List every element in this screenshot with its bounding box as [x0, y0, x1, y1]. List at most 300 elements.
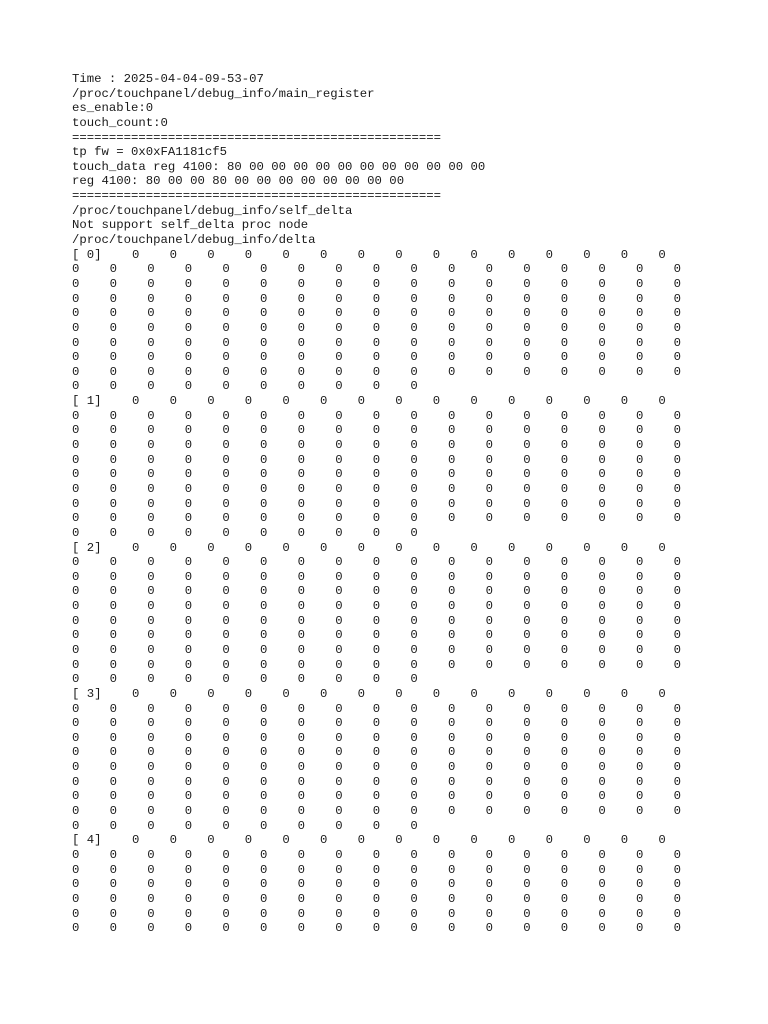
- delta-value: 0: [132, 686, 140, 701]
- delta-value: 0: [448, 716, 456, 731]
- delta-value: 0: [260, 847, 268, 862]
- delta-value: 0: [485, 438, 493, 453]
- delta-value: 0: [560, 906, 569, 921]
- delta-value: 0: [297, 774, 305, 789]
- delta-block-header-row: [72, 541, 712, 556]
- delta-value: 0: [297, 408, 305, 423]
- delta-value: 0: [410, 657, 418, 672]
- delta-value: 0: [560, 467, 569, 482]
- delta-value: 0: [72, 642, 80, 657]
- delta-value: 0: [636, 862, 644, 877]
- delta-row: [72, 848, 712, 863]
- delta-value: 0: [72, 511, 80, 526]
- delta-value: 0: [673, 320, 681, 335]
- delta-value: 0: [184, 716, 193, 731]
- delta-value: 0: [523, 306, 531, 321]
- delta-value: 0: [485, 350, 493, 365]
- delta-value: 0: [147, 760, 155, 775]
- delta-value: 0: [523, 789, 531, 804]
- delta-value: 0: [109, 862, 117, 877]
- delta-value: 0: [207, 833, 215, 848]
- delta-value: 0: [72, 496, 80, 511]
- delta-value: 0: [109, 906, 117, 921]
- delta-value: 0: [673, 847, 681, 862]
- delta-value: 0: [109, 335, 117, 350]
- delta-value: 0: [636, 291, 644, 306]
- delta-value: 0: [72, 467, 80, 482]
- delta-value: 0: [673, 423, 681, 438]
- delta-value: 0: [523, 921, 531, 936]
- delta-value: 0: [184, 862, 193, 877]
- delta-value: 0: [184, 467, 193, 482]
- delta-value: 0: [673, 335, 681, 350]
- delta-value: 0: [184, 379, 193, 394]
- delta-value: 0: [72, 891, 80, 906]
- delta-value: 0: [147, 804, 155, 819]
- delta-value: 0: [560, 657, 569, 672]
- delta-value: 0: [372, 862, 381, 877]
- delta-value: 0: [222, 701, 230, 716]
- delta-value: 0: [410, 364, 418, 379]
- delta-value: 0: [72, 584, 80, 599]
- delta-value: 0: [410, 628, 418, 643]
- delta-row: [72, 497, 712, 512]
- delta-value: 0: [448, 877, 456, 892]
- log-line: tp fw = 0x0xFA1181cf5: [72, 145, 227, 160]
- delta-value: 0: [410, 276, 418, 291]
- delta-value: 0: [169, 686, 177, 701]
- delta-value: 0: [523, 906, 531, 921]
- delta-value: 0: [620, 247, 629, 262]
- delta-value: 0: [184, 745, 193, 760]
- delta-value: 0: [673, 306, 681, 321]
- delta-value: 0: [335, 877, 343, 892]
- delta-value: 0: [410, 862, 418, 877]
- delta-value: 0: [636, 760, 644, 775]
- delta-value: 0: [545, 394, 553, 409]
- delta-value: 0: [598, 628, 606, 643]
- delta-value: 0: [598, 921, 606, 936]
- delta-value: 0: [523, 642, 531, 657]
- delta-value: 0: [109, 481, 117, 496]
- log-line: /proc/touchpanel/debug_info/delta: [72, 233, 316, 248]
- delta-value: 0: [448, 891, 456, 906]
- delta-block-label: [ 2]: [72, 540, 102, 555]
- delta-value: 0: [658, 394, 666, 409]
- delta-value: 0: [372, 452, 381, 467]
- delta-value: 0: [184, 672, 193, 687]
- delta-value: 0: [260, 569, 268, 584]
- delta-value: 0: [72, 320, 80, 335]
- delta-value: 0: [147, 906, 155, 921]
- delta-value: 0: [620, 833, 629, 848]
- delta-value: 0: [260, 789, 268, 804]
- delta-value: 0: [372, 642, 381, 657]
- delta-value: 0: [109, 555, 117, 570]
- delta-value: 0: [372, 906, 381, 921]
- delta-row: [72, 628, 712, 643]
- delta-value: 0: [448, 628, 456, 643]
- delta-value: 0: [485, 364, 493, 379]
- delta-value: 0: [335, 306, 343, 321]
- delta-value: 0: [335, 276, 343, 291]
- delta-value: 0: [598, 291, 606, 306]
- delta-value: 0: [410, 481, 418, 496]
- delta-value: 0: [297, 599, 305, 614]
- delta-value: 0: [598, 745, 606, 760]
- delta-value: 0: [297, 613, 305, 628]
- delta-value: 0: [222, 335, 230, 350]
- delta-value: 0: [560, 555, 569, 570]
- delta-value: 0: [560, 291, 569, 306]
- delta-value: 0: [636, 276, 644, 291]
- delta-value: 0: [222, 877, 230, 892]
- delta-value: 0: [72, 730, 80, 745]
- delta-value: 0: [109, 379, 117, 394]
- delta-value: 0: [147, 657, 155, 672]
- delta-value: 0: [673, 730, 681, 745]
- delta-value: 0: [222, 569, 230, 584]
- delta-value: 0: [523, 262, 531, 277]
- delta-value: 0: [620, 540, 629, 555]
- delta-value: 0: [583, 833, 591, 848]
- delta-value: 0: [222, 481, 230, 496]
- delta-value: 0: [147, 467, 155, 482]
- delta-value: 0: [410, 716, 418, 731]
- delta-value: 0: [598, 613, 606, 628]
- delta-value: 0: [636, 262, 644, 277]
- delta-value: 0: [372, 335, 381, 350]
- delta-value: 0: [523, 701, 531, 716]
- delta-value: 0: [297, 467, 305, 482]
- delta-value: 0: [297, 569, 305, 584]
- delta-value: 0: [658, 540, 666, 555]
- delta-value: 0: [335, 642, 343, 657]
- delta-value: 0: [485, 306, 493, 321]
- delta-value: 0: [485, 276, 493, 291]
- delta-value: 0: [335, 555, 343, 570]
- delta-value: 0: [169, 540, 177, 555]
- delta-value: 0: [410, 335, 418, 350]
- delta-value: 0: [72, 291, 80, 306]
- delta-value: 0: [109, 877, 117, 892]
- delta-value: 0: [636, 877, 644, 892]
- delta-value: 0: [673, 408, 681, 423]
- delta-value: 0: [598, 760, 606, 775]
- delta-value: 0: [523, 555, 531, 570]
- delta-value: 0: [297, 525, 305, 540]
- delta-value: 0: [222, 408, 230, 423]
- delta-value: 0: [673, 599, 681, 614]
- delta-row: [72, 789, 712, 804]
- delta-value: 0: [636, 350, 644, 365]
- delta-value: 0: [109, 789, 117, 804]
- delta-value: 0: [636, 789, 644, 804]
- delta-value: 0: [560, 452, 569, 467]
- delta-block-header-row: [72, 394, 712, 409]
- delta-value: 0: [335, 804, 343, 819]
- delta-value: 0: [109, 262, 117, 277]
- delta-value: 0: [410, 906, 418, 921]
- delta-value: 0: [260, 467, 268, 482]
- delta-value: 0: [184, 818, 193, 833]
- delta-value: 0: [508, 833, 516, 848]
- delta-value: 0: [335, 672, 343, 687]
- delta-value: 0: [109, 569, 117, 584]
- delta-value: 0: [410, 511, 418, 526]
- delta-value: 0: [673, 481, 681, 496]
- delta-value: 0: [470, 247, 478, 262]
- delta-value: 0: [260, 745, 268, 760]
- delta-value: 0: [658, 833, 666, 848]
- delta-value: 0: [335, 599, 343, 614]
- delta-value: 0: [410, 730, 418, 745]
- delta-value: 0: [72, 408, 80, 423]
- delta-value: 0: [282, 394, 290, 409]
- delta-value: 0: [560, 569, 569, 584]
- delta-value: 0: [636, 891, 644, 906]
- delta-value: 0: [297, 730, 305, 745]
- delta-value: 0: [260, 774, 268, 789]
- delta-value: 0: [72, 379, 80, 394]
- delta-value: 0: [470, 540, 478, 555]
- delta-value: 0: [560, 921, 569, 936]
- delta-value: 0: [673, 628, 681, 643]
- delta-value: 0: [260, 262, 268, 277]
- delta-value: 0: [372, 847, 381, 862]
- delta-value: 0: [297, 701, 305, 716]
- delta-value: 0: [410, 555, 418, 570]
- delta-value: 0: [222, 467, 230, 482]
- delta-value: 0: [147, 921, 155, 936]
- delta-value: 0: [297, 789, 305, 804]
- delta-value: 0: [636, 642, 644, 657]
- delta-value: 0: [109, 584, 117, 599]
- delta-value: 0: [598, 847, 606, 862]
- delta-value: 0: [260, 818, 268, 833]
- delta-row: [72, 819, 712, 834]
- delta-value: 0: [335, 613, 343, 628]
- delta-value: 0: [320, 247, 328, 262]
- delta-value: 0: [523, 613, 531, 628]
- delta-value: 0: [335, 496, 343, 511]
- delta-value: 0: [560, 891, 569, 906]
- delta-value: 0: [485, 701, 493, 716]
- delta-value: 0: [485, 745, 493, 760]
- delta-value: 0: [357, 247, 365, 262]
- delta-value: 0: [636, 452, 644, 467]
- delta-value: 0: [598, 774, 606, 789]
- delta-value: 0: [147, 364, 155, 379]
- delta-value: 0: [673, 642, 681, 657]
- delta-value: 0: [448, 438, 456, 453]
- delta-value: 0: [395, 540, 403, 555]
- delta-value: 0: [673, 804, 681, 819]
- delta-value: 0: [335, 921, 343, 936]
- delta-value: 0: [335, 525, 343, 540]
- log-line: Time : 2025-04-04-09-53-07: [72, 72, 264, 86]
- delta-row: [72, 467, 712, 482]
- delta-value: 0: [560, 701, 569, 716]
- delta-value: 0: [147, 716, 155, 731]
- delta-value: 0: [335, 818, 343, 833]
- delta-value: 0: [147, 613, 155, 628]
- delta-value: 0: [184, 701, 193, 716]
- delta-value: 0: [335, 628, 343, 643]
- delta-value: 0: [523, 804, 531, 819]
- delta-value: 0: [222, 672, 230, 687]
- delta-value: 0: [560, 481, 569, 496]
- delta-value: 0: [636, 481, 644, 496]
- delta-value: 0: [109, 642, 117, 657]
- delta-value: 0: [222, 745, 230, 760]
- delta-value: 0: [147, 306, 155, 321]
- delta-value: 0: [335, 379, 343, 394]
- delta-value: 0: [184, 877, 193, 892]
- delta-value: 0: [372, 320, 381, 335]
- delta-value: 0: [545, 686, 553, 701]
- delta-value: 0: [560, 496, 569, 511]
- delta-value: 0: [260, 921, 268, 936]
- delta-value: 0: [72, 555, 80, 570]
- delta-data-area: [72, 248, 712, 936]
- delta-value: 0: [147, 701, 155, 716]
- delta-block-header-row: [72, 687, 712, 702]
- delta-value: 0: [673, 906, 681, 921]
- delta-value: 0: [184, 335, 193, 350]
- delta-value: 0: [523, 423, 531, 438]
- delta-value: 0: [260, 525, 268, 540]
- delta-value: 0: [636, 306, 644, 321]
- delta-value: 0: [282, 686, 290, 701]
- delta-value: 0: [222, 891, 230, 906]
- delta-value: 0: [485, 628, 493, 643]
- delta-value: 0: [184, 350, 193, 365]
- delta-value: 0: [598, 701, 606, 716]
- delta-value: 0: [72, 262, 80, 277]
- delta-value: 0: [147, 320, 155, 335]
- delta-value: 0: [598, 276, 606, 291]
- delta-value: 0: [147, 774, 155, 789]
- delta-value: 0: [485, 584, 493, 599]
- delta-value: 0: [72, 276, 80, 291]
- delta-value: 0: [335, 774, 343, 789]
- delta-value: 0: [560, 262, 569, 277]
- delta-row: [72, 745, 712, 760]
- delta-row: [72, 702, 712, 717]
- delta-value: 0: [260, 276, 268, 291]
- delta-value: 0: [357, 833, 365, 848]
- delta-value: 0: [673, 745, 681, 760]
- delta-value: 0: [673, 657, 681, 672]
- delta-value: 0: [260, 306, 268, 321]
- delta-value: 0: [109, 408, 117, 423]
- delta-value: 0: [244, 247, 253, 262]
- delta-value: 0: [636, 716, 644, 731]
- delta-value: 0: [410, 467, 418, 482]
- delta-value: 0: [147, 335, 155, 350]
- delta-value: 0: [673, 276, 681, 291]
- delta-value: 0: [598, 350, 606, 365]
- delta-value: 0: [560, 350, 569, 365]
- delta-value: 0: [485, 481, 493, 496]
- delta-value: 0: [260, 877, 268, 892]
- delta-value: 0: [147, 350, 155, 365]
- delta-value: 0: [222, 291, 230, 306]
- delta-value: 0: [222, 525, 230, 540]
- delta-row: [72, 877, 712, 892]
- delta-value: 0: [560, 804, 569, 819]
- delta-value: 0: [523, 320, 531, 335]
- delta-value: 0: [297, 921, 305, 936]
- delta-value: 0: [448, 276, 456, 291]
- delta-value: 0: [297, 804, 305, 819]
- delta-value: 0: [410, 379, 418, 394]
- delta-value: 0: [147, 569, 155, 584]
- delta-value: 0: [410, 877, 418, 892]
- delta-value: 0: [673, 921, 681, 936]
- delta-value: 0: [72, 862, 80, 877]
- delta-row: [72, 409, 712, 424]
- delta-value: 0: [620, 686, 629, 701]
- delta-value: 0: [410, 423, 418, 438]
- log-line: /proc/touchpanel/debug_info/self_delta: [72, 203, 353, 218]
- delta-row: [72, 511, 712, 526]
- delta-value: 0: [109, 276, 117, 291]
- delta-value: 0: [410, 613, 418, 628]
- delta-value: 0: [72, 672, 80, 687]
- delta-value: 0: [448, 906, 456, 921]
- delta-value: 0: [222, 364, 230, 379]
- delta-value: 0: [260, 438, 268, 453]
- delta-value: 0: [636, 511, 644, 526]
- delta-value: 0: [320, 540, 328, 555]
- delta-value: 0: [523, 496, 531, 511]
- delta-value: 0: [335, 467, 343, 482]
- delta-value: 0: [636, 745, 644, 760]
- delta-value: 0: [72, 364, 80, 379]
- delta-value: 0: [357, 394, 365, 409]
- delta-value: 0: [523, 628, 531, 643]
- log-line: es_enable:0: [72, 101, 154, 116]
- delta-value: 0: [636, 408, 644, 423]
- delta-value: 0: [448, 291, 456, 306]
- delta-value: 0: [335, 350, 343, 365]
- delta-row: [72, 292, 712, 307]
- delta-value: 0: [658, 247, 666, 262]
- delta-row: [72, 731, 712, 746]
- delta-value: 0: [222, 555, 230, 570]
- delta-value: 0: [335, 701, 343, 716]
- delta-value: 0: [260, 657, 268, 672]
- delta-value: 0: [410, 350, 418, 365]
- delta-value: 0: [598, 481, 606, 496]
- delta-value: 0: [72, 481, 80, 496]
- delta-value: 0: [410, 452, 418, 467]
- delta-block-label: [ 4]: [72, 833, 102, 848]
- delta-value: 0: [147, 584, 155, 599]
- delta-value: 0: [72, 789, 80, 804]
- delta-value: 0: [560, 628, 569, 643]
- delta-value: 0: [485, 291, 493, 306]
- delta-value: 0: [72, 438, 80, 453]
- delta-value: 0: [72, 657, 80, 672]
- delta-value: 0: [372, 818, 381, 833]
- delta-value: 0: [109, 847, 117, 862]
- delta-value: 0: [583, 686, 591, 701]
- delta-value: 0: [297, 379, 305, 394]
- delta-value: 0: [523, 877, 531, 892]
